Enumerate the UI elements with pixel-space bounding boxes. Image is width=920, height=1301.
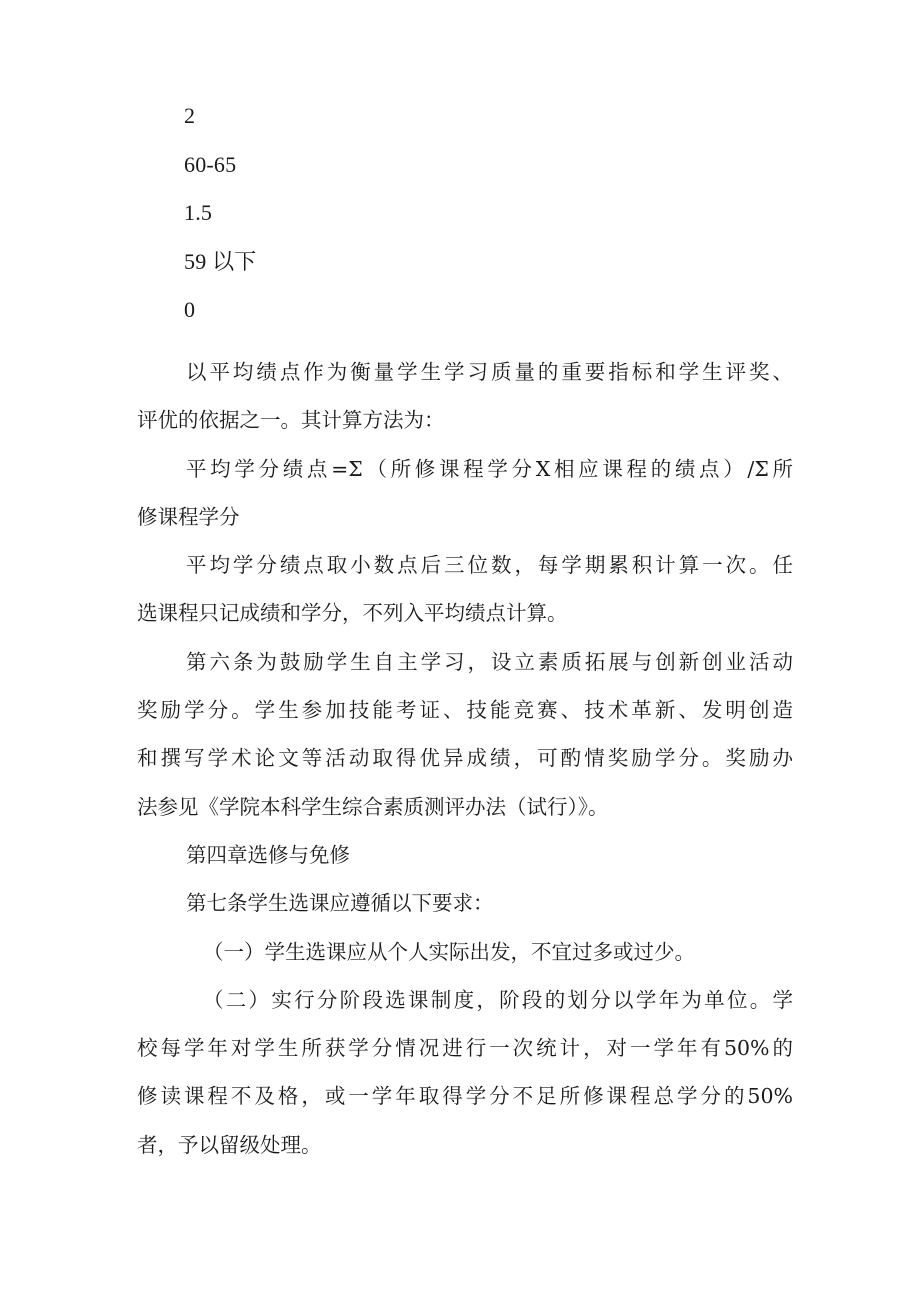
paragraph-gpa-rounding: 平均学分绩点取小数点后三位数，每学期累积计算一次。任 — [186, 553, 793, 578]
grade-scale-item: 0 — [184, 297, 196, 322]
paragraph-article-7: 第七条学生选课应遵循以下要求： — [186, 891, 494, 916]
list-item-2-cont: 校每学年对学生所获学分情况进行一次统计，对一学年有50%的 — [137, 1036, 793, 1061]
grade-scale-item: 59 以下 — [184, 248, 257, 274]
paragraph-gpa-formula: 平均学分绩点=Σ（所修课程学分X相应课程的绩点）/Σ所 — [186, 456, 793, 481]
paragraph-gpa-formula-cont: 修课程学分 — [137, 504, 240, 529]
paragraph-gpa-rounding-cont: 选课程只记成绩和学分，不列入平均绩点计算。 — [137, 601, 568, 626]
paragraph-article-6-cont: 奖励学分。学生参加技能考证、技能竞赛、技术革新、发明创造 — [137, 698, 793, 723]
paragraph-gpa-importance-cont: 评优的依据之一。其计算方法为： — [137, 408, 445, 433]
grade-scale-list — [184, 96, 257, 339]
chapter-heading: 第四章选修与免修 — [186, 842, 350, 867]
grade-scale-item: 1.5 — [184, 200, 213, 225]
grade-scale-item: 60-65 — [184, 151, 237, 177]
list-item-2-cont: 者，予以留级处理。 — [137, 1132, 322, 1157]
paragraph-article-6-cont: 法参见《学院本科学生综合素质测评办法（试行）》。 — [137, 794, 609, 819]
list-item-1: （一）学生选课应从个人实际出发，不宜过多或过少。 — [203, 939, 695, 964]
grade-scale-item: 2 — [184, 103, 196, 128]
list-item-2-cont: 修读课程不及格，或一学年取得学分不足所修课程总学分的50% — [137, 1084, 793, 1109]
body-text — [137, 348, 793, 1169]
list-item-2: （二）实行分阶段选课制度，阶段的划分以学年为单位。学 — [203, 987, 793, 1012]
paragraph-article-6-cont: 和撰写学术论文等活动取得优异成绩，可酌情奖励学分。奖励办 — [137, 746, 793, 771]
paragraph-gpa-importance: 以平均绩点作为衡量学生学习质量的重要指标和学生评奖、 — [186, 360, 793, 384]
paragraph-article-6: 第六条为鼓励学生自主学习，设立素质拓展与创新创业活动 — [186, 649, 793, 674]
